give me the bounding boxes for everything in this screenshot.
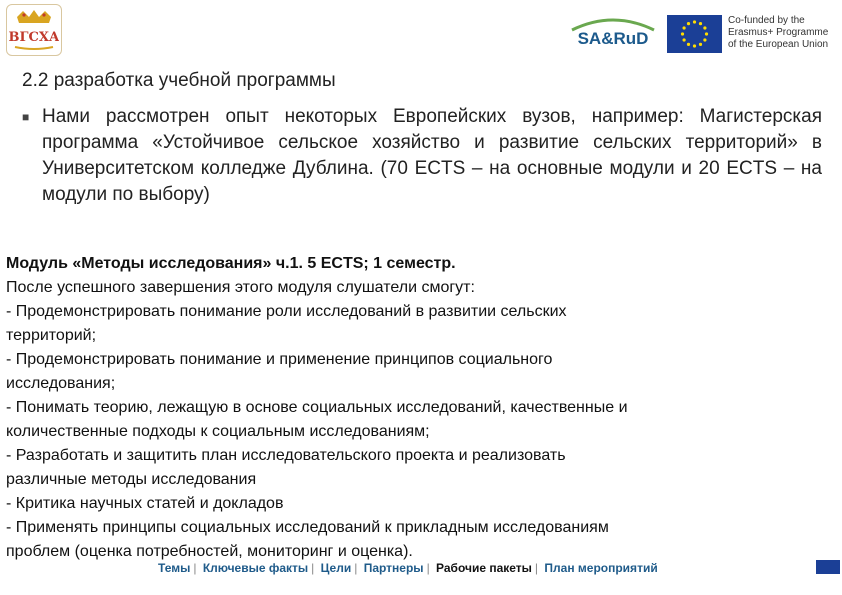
- module-line: После успешного завершения этого модуля слушатели смогут:: [6, 279, 475, 296]
- project-logo: [568, 14, 658, 54]
- eu-caption-line: Co-funded by the: [728, 15, 805, 26]
- footer-blue-block: [816, 560, 840, 574]
- bullet-paragraph: [22, 104, 822, 208]
- module-line: исследования;: [6, 375, 116, 392]
- footer-separator: |: [354, 561, 358, 575]
- module-line: различные методы исследования: [6, 471, 257, 488]
- eu-caption-line: of the European Union: [728, 39, 829, 50]
- header: [0, 0, 842, 62]
- module-line: - Продемонстрировать понимание и применение принципов социального: [6, 351, 553, 368]
- eu-flag-icon: [667, 15, 722, 53]
- eu-caption-line: Erasmus+ Programme: [728, 27, 829, 38]
- module-description: [6, 252, 826, 564]
- module-line: - Применять принципы социальных исследований к прикладным исследованиям: [6, 519, 609, 536]
- bullet-square-icon: ■: [22, 110, 30, 124]
- module-heading: Модуль «Методы исследования» ч.1. 5 ECTS; 1 семестр.: [6, 255, 456, 272]
- module-line: - Разработать и защитить план исследовательского проекта и реализовать: [6, 447, 566, 464]
- footer-separator: |: [426, 561, 430, 575]
- module-line: - Понимать теорию, лежащую в основе социальных исследований, качественные и: [6, 399, 628, 416]
- footer-link-topics[interactable]: Темы: [158, 561, 191, 575]
- footer-link-key-facts[interactable]: Ключевые факты: [202, 561, 309, 575]
- eu-cofunded-caption: [728, 15, 836, 51]
- module-line: - Продемонстрировать понимание роли исследований в развитии сельских: [6, 303, 567, 320]
- university-emblem-icon: [9, 7, 59, 53]
- footer-separator: |: [534, 561, 539, 575]
- university-logo-text: ВГСХА: [9, 30, 59, 45]
- footer-nav: [158, 561, 658, 575]
- footer-separator: |: [311, 561, 315, 575]
- slide-title: 2.2 разработка учебной программы: [22, 70, 336, 91]
- project-logo-text: SA&RuD: [577, 29, 649, 48]
- project-logo-icon: [568, 14, 658, 54]
- module-line: проблем (оценка потребностей, мониторинг и оценка).: [6, 543, 413, 560]
- university-logo: [6, 4, 62, 56]
- footer-separator: |: [193, 561, 197, 575]
- module-line: территорий;: [6, 327, 97, 344]
- module-line: количественные подходы к социальным исследованиям;: [6, 423, 430, 440]
- module-line: - Критика научных статей и докладов: [6, 495, 284, 512]
- footer-link-events-plan[interactable]: План мероприятий: [544, 561, 658, 575]
- footer-link-work-packages[interactable]: Рабочие пакеты: [436, 561, 532, 575]
- footer-link-partners[interactable]: Партнеры: [363, 561, 424, 575]
- bullet-text: Нами рассмотрен опыт некоторых Европейских вузов, например: Магистерская программа «Устойчивое сельское хозяйство и развитие сельских территорий» в Университетском колледже Дублина. (70 ECTS – на основные модули и 20 ECTS – на модули по выбору): [42, 106, 822, 205]
- footer-link-goals[interactable]: Цели: [320, 561, 352, 575]
